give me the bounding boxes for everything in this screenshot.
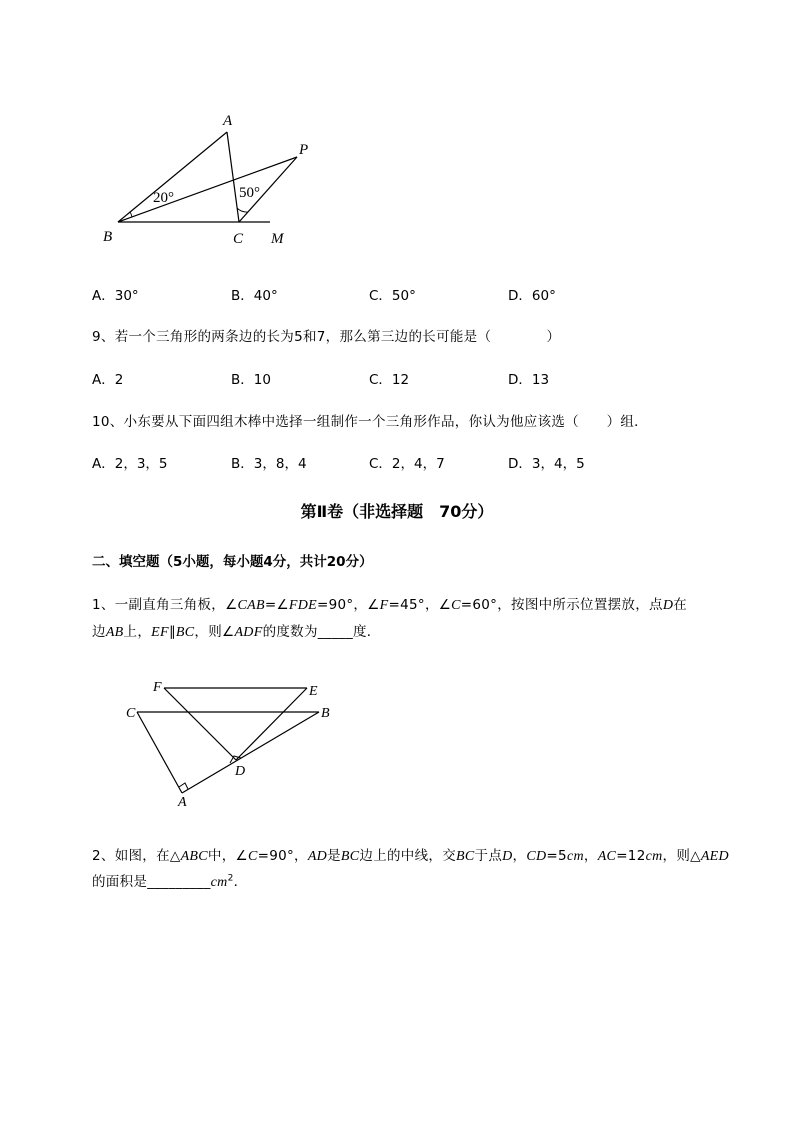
angle-arc-B xyxy=(130,212,132,217)
fill-2-var: AD xyxy=(307,849,328,864)
label-D: D xyxy=(235,764,246,779)
fill-1-text: =90°，∠ xyxy=(316,597,380,613)
label-P: P xyxy=(299,142,309,158)
figure-2-set-squares-diagram xyxy=(120,675,340,815)
fill-2-var: AED xyxy=(700,849,729,864)
segment-ED xyxy=(236,688,307,760)
q10-option-d: D．3，4，5 xyxy=(508,456,585,472)
part-2-title: 第Ⅱ卷（非选择题 70分） xyxy=(300,502,494,521)
q10-option-c: C．2，4，7 xyxy=(369,456,445,472)
q9-option-b: B．10 xyxy=(231,372,271,388)
segment-AB xyxy=(182,712,319,793)
label-E: E xyxy=(309,684,318,699)
q9-question-text: 9、若一个三角形的两条边的长为5和7，那么第三边的长可能是（ ） xyxy=(92,329,561,345)
label-B: B xyxy=(103,229,113,245)
fill-1-text: 1、一副直角三角板，∠ xyxy=(92,597,238,613)
fill-2-text: ． xyxy=(233,874,248,890)
label-A: A xyxy=(178,795,187,810)
label-C: C xyxy=(233,231,244,247)
q8-option-a: A．30° xyxy=(92,288,139,304)
fill-2-var: cm xyxy=(210,875,228,890)
fill-1-var: D xyxy=(662,598,674,613)
fill-1-var: ADF xyxy=(234,625,263,640)
fill-2-text: 的面积是_________ xyxy=(92,874,211,890)
q10-question-text: 10、小东要从下面四组木棒中选择一组制作一个三角形作品，你认为他应该选（ ）组． xyxy=(92,414,648,430)
fill-1-var: FDE xyxy=(288,598,317,613)
fill-2-var: D xyxy=(502,849,513,864)
fill-2-var: AC xyxy=(597,849,617,864)
angle-label-20: 20° xyxy=(153,190,174,206)
fill-2-line-1 xyxy=(92,844,729,865)
q8-option-d: D．60° xyxy=(508,288,556,304)
figure-1-triangle-diagram xyxy=(90,105,330,255)
fill-1-line-1 xyxy=(92,593,687,614)
fill-2-var: ABC xyxy=(180,849,208,864)
fill-2-var: CD xyxy=(526,849,547,864)
fill-2-text: ， xyxy=(583,848,598,864)
fill-1-var: F xyxy=(379,598,389,613)
segment-CA xyxy=(137,712,182,793)
label-A: A xyxy=(223,113,233,129)
fill-1-var: AB xyxy=(105,625,124,640)
angle-label-50: 50° xyxy=(239,185,260,201)
q9-option-a: A．2 xyxy=(92,372,124,388)
fill-2-var: cm xyxy=(645,849,663,864)
fill-2-line-2 xyxy=(92,870,247,891)
fill-2-text: =5 xyxy=(546,848,567,864)
segment-FD xyxy=(164,688,236,760)
fill-1-var: C xyxy=(451,598,461,613)
segment-BA xyxy=(118,132,227,222)
fill-2-text: ， xyxy=(512,848,527,864)
fill-2-var: BC xyxy=(340,849,360,864)
fill-1-var: BC xyxy=(175,625,195,640)
fill-2-superscript: 2 xyxy=(227,873,234,884)
q10-option-b: B．3，8，4 xyxy=(231,456,307,472)
q9-option-d: D．13 xyxy=(508,372,550,388)
fill-1-text: =60°，按图中所示位置摆放，点 xyxy=(460,597,663,613)
fill-1-text: 边 xyxy=(92,624,106,640)
fill-2-text: 边上的中线，交 xyxy=(359,848,457,864)
q9-option-c: C．12 xyxy=(369,372,410,388)
fill-1-text: =∠ xyxy=(264,597,289,613)
right-angle-mark-A xyxy=(179,783,188,789)
fill-2-var: C xyxy=(247,849,258,864)
fill-2-text: 2、如图，在△ xyxy=(92,848,181,864)
fill-1-text: 在 xyxy=(673,597,688,613)
fill-1-text: ∥ xyxy=(168,624,176,640)
fill-2-text: 是 xyxy=(327,848,341,864)
fill-1-text: =45°，∠ xyxy=(388,597,452,613)
fill-2-text: 于点 xyxy=(474,848,503,864)
fill-1-var: CAB xyxy=(237,598,265,613)
fill-2-var: cm xyxy=(566,849,584,864)
fill-1-var: EF xyxy=(151,625,169,640)
fill-2-text: ，则△ xyxy=(662,848,701,864)
label-F: F xyxy=(153,680,162,695)
fill-1-text: ，则∠ xyxy=(194,624,235,640)
label-M: M xyxy=(271,231,284,247)
fill-2-text: =90°， xyxy=(257,848,308,864)
fill-1-text: 上， xyxy=(123,624,152,640)
section-2-heading: 二、填空题（5小题，每小题4分，共计20分） xyxy=(92,554,373,570)
fill-2-text: 中，∠ xyxy=(207,848,248,864)
label-C: C xyxy=(126,706,136,721)
angle-arc-C xyxy=(237,208,248,212)
q10-option-a: A．2，3，5 xyxy=(92,456,168,472)
segment-BP xyxy=(118,157,297,222)
fill-1-text: 的度数为_____度． xyxy=(262,624,381,640)
fill-2-text: =12 xyxy=(616,848,646,864)
fill-2-var: BC xyxy=(456,849,475,864)
q8-option-b: B．40° xyxy=(231,288,278,304)
fill-1-line-2 xyxy=(92,620,381,641)
label-B: B xyxy=(321,706,330,721)
q8-option-c: C．50° xyxy=(369,288,416,304)
